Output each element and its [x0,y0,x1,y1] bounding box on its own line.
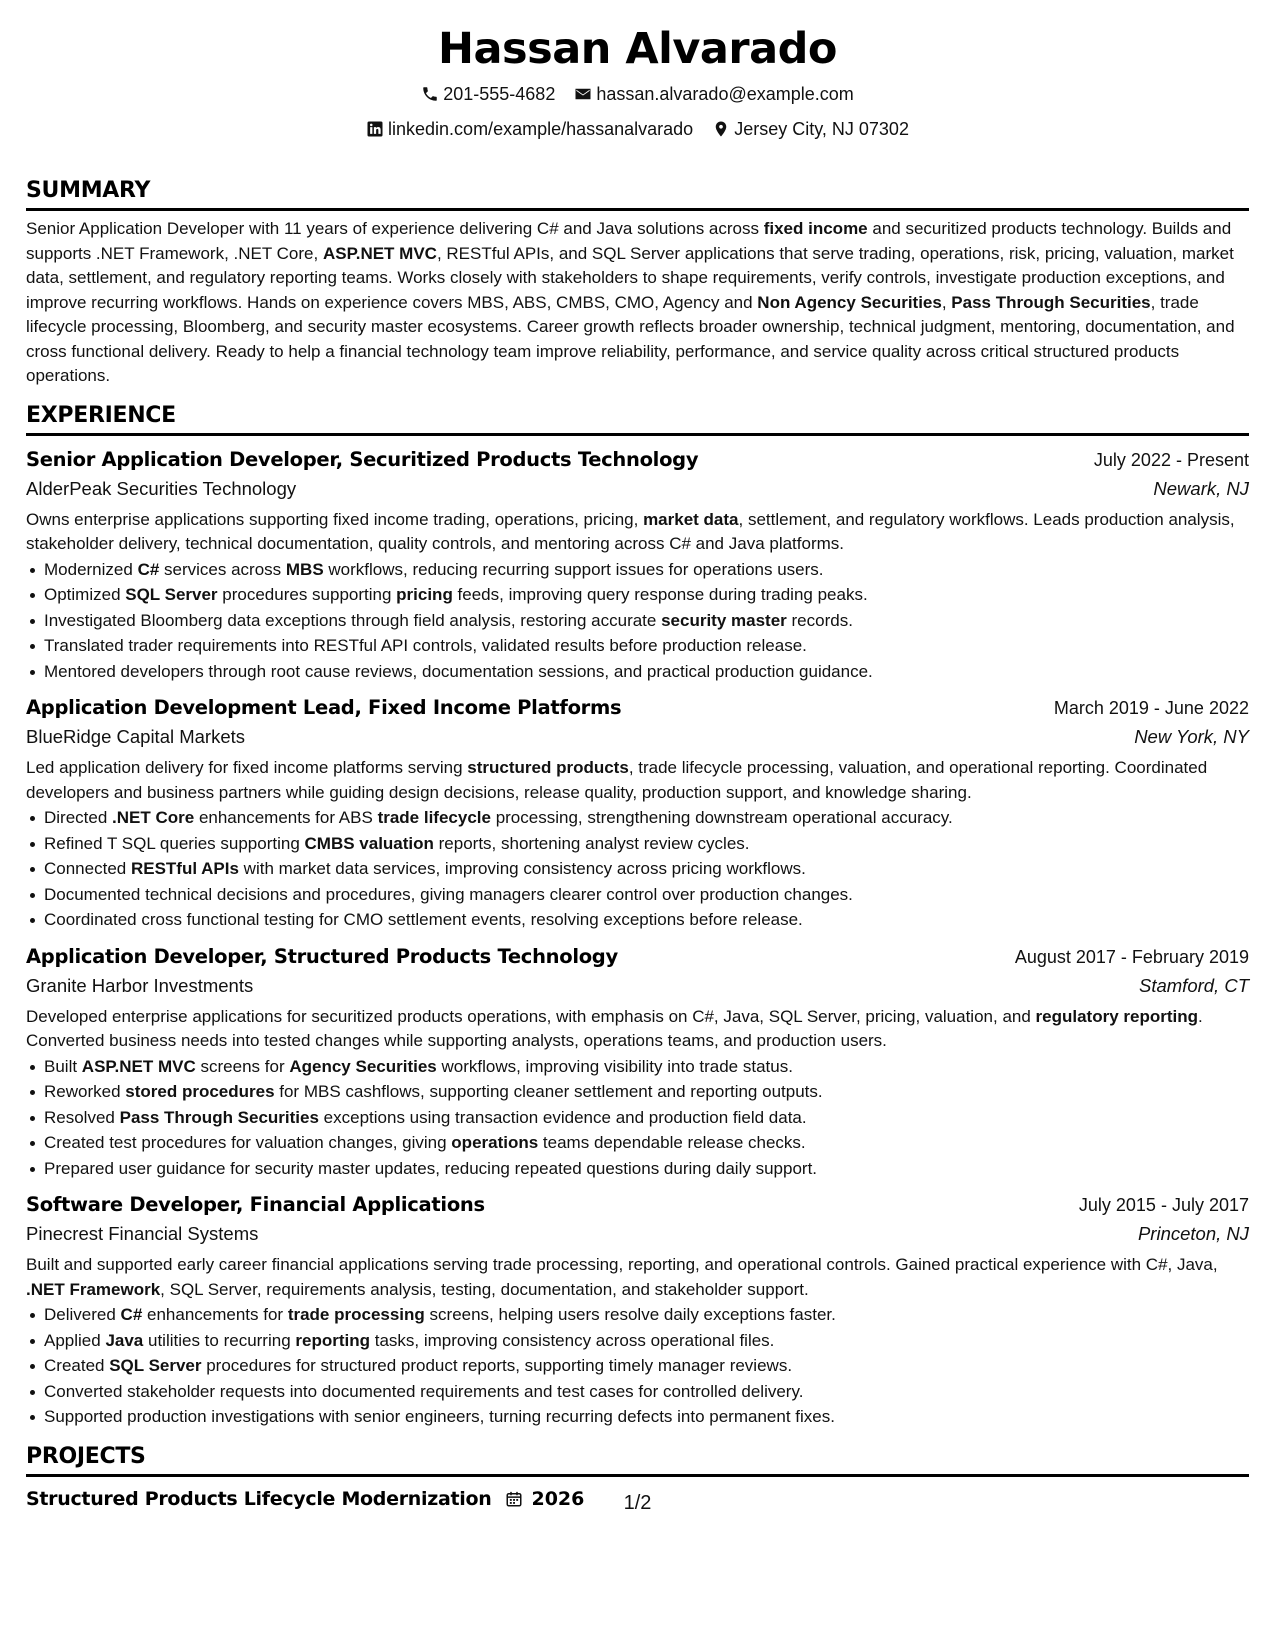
emphasis-text: pricing [396,585,453,604]
contact-line-1 [26,82,1249,109]
emphasis-text: Pass Through Securities [119,1107,319,1127]
bullet-item: Built ASP.NET MVC screens for Agency Securities workflows, improving visibility into trade status. [44,1054,1249,1080]
project-title: Structured Products Lifecycle Modernization [26,1487,492,1510]
bullet-item: Created test procedures for valuation changes, giving operations teams dependable release checks. [44,1130,1249,1156]
emphasis-text: market data [643,509,739,529]
phone-text[interactable]: 201-555-4682 [443,84,556,104]
emphasis-text: Agency Securities [289,1056,437,1076]
emphasis-text: Java [105,1330,144,1350]
bullet-item: Converted stakeholder requests into documented requirements and test cases for controlled delivery. [44,1379,1249,1405]
emphasis-text: trade processing [287,1305,425,1324]
emphasis-text: trade lifecycle [377,808,491,827]
bullet-item: Documented technical decisions and procedures, giving managers clearer control over production changes. [44,882,1249,908]
bullet-item: Reworked stored procedures for MBS cashflows, supporting cleaner settlement and reporting outputs. [44,1079,1249,1105]
emphasis-text: C# [137,559,160,579]
emphasis-text: .NET Framework [26,1279,161,1299]
job-entry [26,694,1249,933]
candidate-name: Hassan Alvarado [438,24,837,74]
emphasis-text: stored procedures [125,1082,275,1101]
emphasis-text: Non Agency Securities [757,292,942,312]
emphasis-text: reporting [295,1330,370,1350]
bullet-item: Mentored developers through root cause reviews, documentation sessions, and practical production guidance. [44,659,1249,685]
linkedin-icon [366,120,384,138]
project-year: 2026 [531,1487,585,1510]
phone-item [421,82,555,106]
job-title: Application Development Lead, Fixed Income Platforms [26,696,622,719]
bullet-item: Prepared user guidance for security master updates, reducing repeated questions during daily support. [44,1156,1249,1182]
email-item [574,82,853,106]
bullet-item: Translated trader requirements into RESTful API controls, validated results before production release. [44,633,1249,659]
emphasis-text: structured products [467,758,629,777]
experience-heading: EXPERIENCE [26,403,1249,436]
emphasis-text: Pass Through Securities [951,292,1151,312]
experience-list [26,446,1249,1430]
emphasis-text: SQL Server [125,585,218,604]
bullet-item: Resolved Pass Through Securities exceptions using transaction evidence and production field data. [44,1105,1249,1131]
job-dates: July 2022 - Present [1093,449,1249,470]
email-link[interactable]: hassan.alvarado@example.com [596,84,854,104]
bullet-item: Supported production investigations with senior engineers, turning recurring defects into permanent fixes. [44,1404,1249,1430]
job-description: Developed enterprise applications for securitized products operations, with emphasis on C#, Java, SQL Server, pricing, valuation, and regulatory reporting. Converted business needs into tested changes while supporting analysts, operations teams, and production users. [26,1006,1203,1050]
bullet-item: Optimized SQL Server procedures supporting pricing feeds, improving query response during trading peaks. [44,582,1249,608]
page-number: 1/2 [623,1492,652,1514]
bullet-item: Refined T SQL queries supporting CMBS valuation reports, shortening analyst review cycles. [44,831,1249,857]
job-entry [26,943,1249,1182]
emphasis-text: operations [451,1133,539,1152]
bullet-item: Applied Java utilities to recurring reporting tasks, improving consistency across operational files. [44,1328,1249,1354]
job-location: Stamford, CT [1139,974,1249,996]
job-title: Application Developer, Structured Products Technology [26,944,618,968]
job-dates: August 2017 - February 2019 [1014,946,1249,967]
emphasis-text: ASP.NET MVC [81,1056,196,1076]
bullet-item: Directed .NET Core enhancements for ABS trade lifecycle processing, strengthening downstream operational accuracy. [44,805,1249,831]
map-pin-icon [712,120,730,138]
job-location: Newark, NJ [1153,477,1249,499]
job-bullets [26,805,1249,933]
emphasis-text: SQL Server [109,1356,202,1375]
job-dates: March 2019 - June 2022 [1053,698,1249,718]
projects-heading: PROJECTS [26,1444,1249,1477]
job-description: Led application delivery for fixed income platforms serving structured products, trade lifecycle processing, valuation, and operational reporting. Coordinated developers and business partners while guiding design decisions, release quality, production support, and knowledge sharing. [26,758,1208,802]
bullet-item: Connected RESTful APIs with market data services, improving consistency across pricing workflows. [44,856,1249,882]
company-name: AlderPeak Securities Technology [26,477,297,499]
job-title: Software Developer, Financial Applications [26,1193,485,1216]
job-dates: July 2015 - July 2017 [1078,1195,1249,1215]
contact-line-2 [26,117,1249,144]
emphasis-text: fixed income [763,219,868,238]
bullet-item: Modernized C# services across MBS workflows, reducing recurring support issues for operations users. [44,557,1249,583]
job-entry [26,446,1249,685]
envelope-icon [574,85,592,103]
location-item [712,117,909,141]
emphasis-text: .NET Core [112,808,195,827]
bullet-item: Coordinated cross functional testing for CMO settlement events, resolving exceptions before release. [44,907,1249,933]
job-entry [26,1191,1249,1430]
location-text: Jersey City, NJ 07302 [734,119,909,139]
company-name: BlueRidge Capital Markets [26,726,246,747]
company-name: Granite Harbor Investments [26,974,254,996]
job-bullets [26,557,1249,685]
emphasis-text: RESTful APIs [130,859,239,878]
summary-text: Senior Application Developer with 11 years of experience delivering C# and Java solutions across fixed income and securitized products technology. Builds and supports .NET Framework, .NET Core, ASP.NET MVC, RESTful APIs, and SQL Server applications that serve trading, operations, risk, pricing, valuation, market data, settlement, and regulatory reporting teams. Works closely with stakeholders to shape requirements, verify controls, investigate production exceptions, and improve recurring workflows. Hands on experience covers MBS, ABS, CMBS, CMO, Agency and Non Agency Securities, Pass Through Securities, trade lifecycle processing, Bloomberg, and security master ecosystems. Career growth reflects broader ownership, technical judgment, mentoring, documentation, and cross functional delivery. Ready to help a financial technology team improve reliability, performance, and service quality across critical structured products operations. [26,219,1235,385]
emphasis-text: ASP.NET MVC [322,243,437,263]
bullet-item: Delivered C# enhancements for trade processing screens, helping users resolve daily exceptions faster. [44,1302,1249,1328]
emphasis-text: CMBS valuation [304,833,434,853]
job-location: Princeton, NJ [1137,1223,1249,1244]
linkedin-item [366,117,693,141]
job-title: Senior Application Developer, Securitized Products Technology [26,447,699,471]
job-description: Built and supported early career financial applications serving trade processing, reporting, and operational controls. Gained practical experience with C#, Java, .NET Framework, SQL Server, requirements analysis, testing, documentation, and stakeholder support. [26,1255,1218,1299]
emphasis-text: regulatory reporting [1035,1006,1198,1026]
emphasis-text: MBS [285,559,324,579]
job-location: New York, NY [1134,726,1249,747]
company-name: Pinecrest Financial Systems [26,1223,259,1244]
linkedin-link[interactable]: linkedin.com/example/hassanalvarado [388,119,694,139]
bullet-item: Created SQL Server procedures for structured product reports, supporting timely manager reviews. [44,1353,1249,1379]
bullet-item: Investigated Bloomberg data exceptions through field analysis, restoring accurate security master records. [44,608,1249,634]
job-bullets [26,1054,1249,1182]
resume-page [26,0,1249,1513]
summary-heading: SUMMARY [26,178,1249,211]
emphasis-text: C# [120,1305,143,1324]
emphasis-text: security master [661,610,787,630]
job-bullets [26,1302,1249,1430]
phone-icon [421,85,439,103]
job-description: Owns enterprise applications supporting fixed income trading, operations, pricing, market data, settlement, and regulatory workflows. Leads production analysis, stakeholder delivery, technical documentation, quality controls, and mentoring across C# and Java platforms. [26,509,1235,553]
